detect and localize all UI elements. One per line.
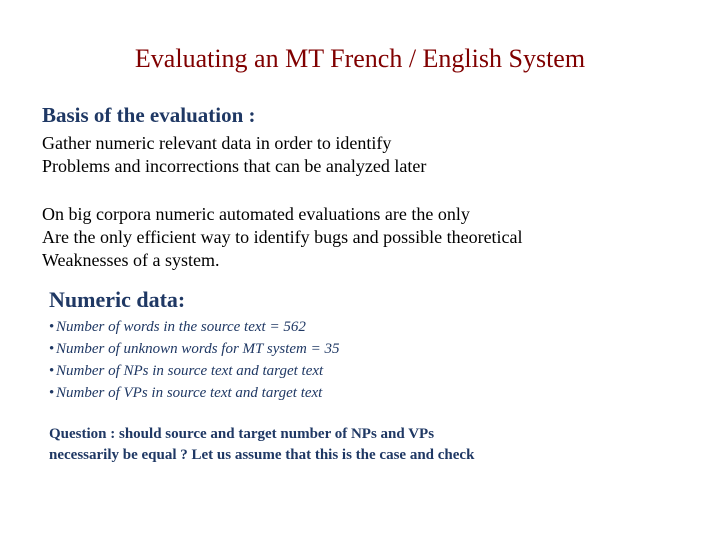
question-text (49, 424, 474, 466)
question-line: necessarily be equal ? Let us assume that this is the case and check (49, 447, 475, 463)
bullet-icon: • (49, 341, 55, 357)
bullet-icon: • (49, 363, 55, 379)
numeric-data-list (49, 316, 339, 404)
list-item (49, 360, 339, 382)
paragraph-line: On big corpora numeric automated evaluations are the only (42, 204, 470, 224)
paragraph-line: Are the only efficient way to identify bugs and possible theoretical (42, 227, 523, 247)
list-item (49, 338, 339, 360)
paragraph-gather-data (42, 132, 426, 178)
list-item-text: Number of VPs in source text and target text (56, 385, 323, 401)
paragraph-line: Problems and incorrections that can be analyzed later (42, 156, 427, 176)
list-item (49, 382, 339, 404)
bullet-icon: • (49, 319, 55, 335)
list-item-text: Number of unknown words for MT system = 35 (56, 341, 340, 357)
bullet-icon: • (49, 385, 55, 401)
question-line: Question : should source and target number of NPs and VPs (49, 426, 435, 442)
list-item-text: Number of NPs in source text and target text (56, 363, 324, 379)
paragraph-big-corpora (42, 203, 523, 272)
numeric-data-heading: Numeric data: (49, 287, 186, 312)
slide-title: Evaluating an MT French / English System (134, 44, 586, 73)
list-item (49, 316, 339, 338)
basis-heading: Basis of the evaluation : (42, 103, 256, 127)
paragraph-line: Weaknesses of a system. (42, 250, 220, 270)
list-item-text: Number of words in the source text = 562 (56, 319, 306, 335)
paragraph-line: Gather numeric relevant data in order to identify (42, 133, 392, 153)
